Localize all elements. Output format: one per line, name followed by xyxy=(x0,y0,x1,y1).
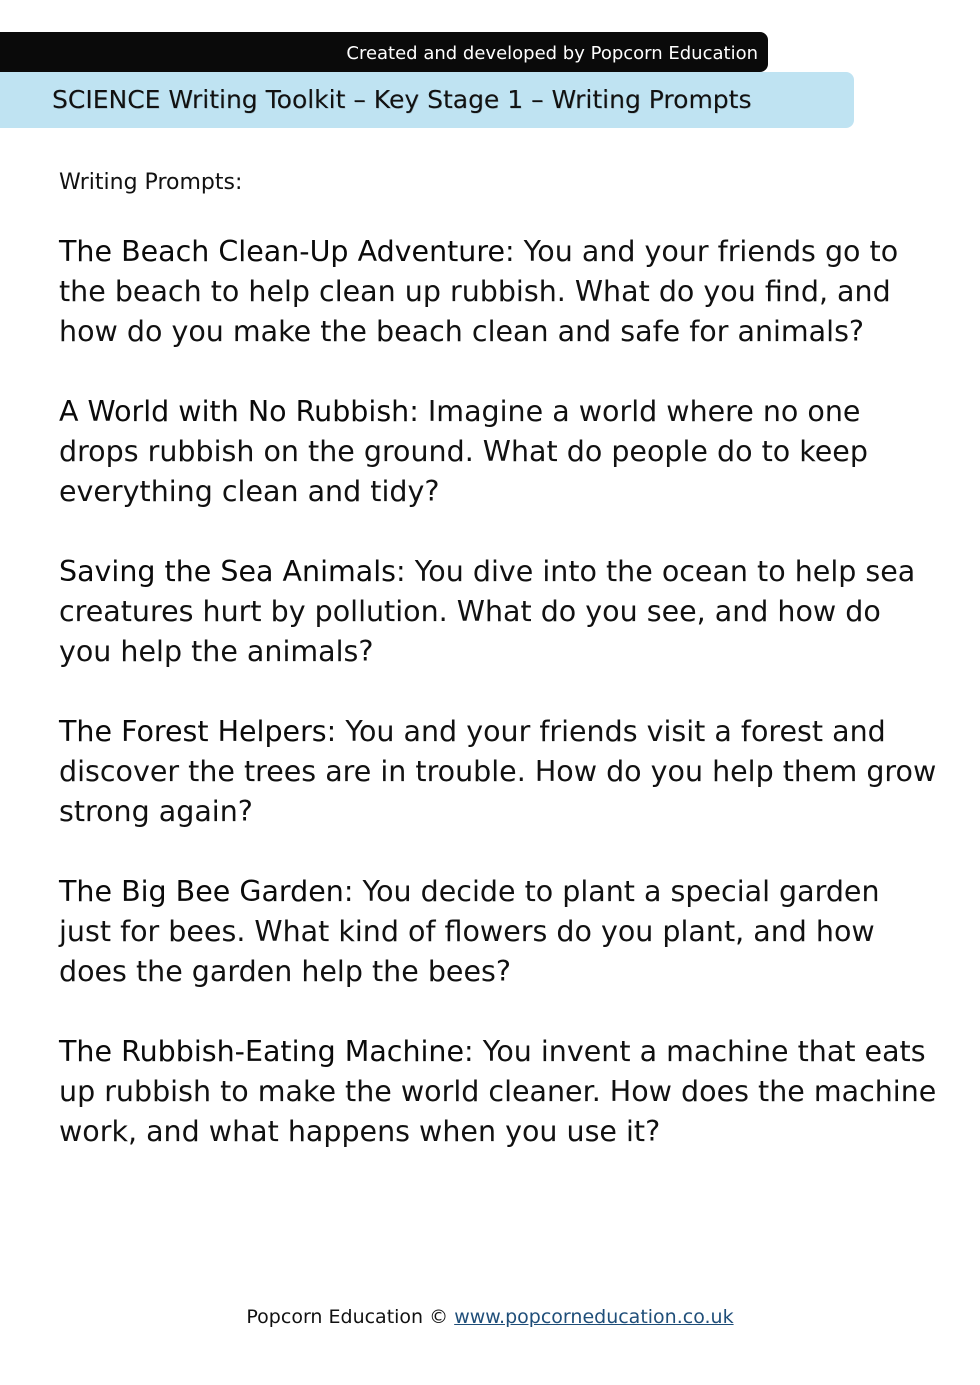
prompt-separator: : xyxy=(464,1035,483,1068)
footer-website-link[interactable]: www.popcorneducation.co.uk xyxy=(454,1306,734,1328)
prompt-text: You and your friends visit a forest and discover the trees are in trouble. How do you help them grow strong again? xyxy=(59,715,937,828)
prompt-text: You decide to plant a special garden just for bees. What kind of flowers do you plant, and how does the garden help the bees? xyxy=(59,875,880,988)
prompt-item xyxy=(59,712,939,832)
prompt-separator: : xyxy=(326,715,346,748)
title-band xyxy=(0,72,854,128)
prompt-text: You dive into the ocean to help sea creatures hurt by pollution. What do you see, and how do you help the animals? xyxy=(59,555,916,668)
page-title: SCIENCE Writing Toolkit – Key Stage 1 – Writing Prompts xyxy=(52,85,752,114)
prompt-text: You and your friends go to the beach to help clean up rubbish. What do you find, and how do you make the beach clean and safe for animals? xyxy=(59,235,899,348)
credit-bar xyxy=(0,32,768,72)
footer-copyright: Popcorn Education © xyxy=(246,1306,455,1328)
credit-text: Created and developed by Popcorn Education xyxy=(346,43,758,64)
prompt-separator: : xyxy=(396,555,415,588)
prompt-separator: : xyxy=(505,235,524,268)
prompt-item xyxy=(59,552,939,672)
prompt-item xyxy=(59,392,939,512)
prompt-item xyxy=(59,1032,939,1152)
prompt-list xyxy=(59,232,939,1192)
prompt-title: A World with No Rubbish xyxy=(59,395,410,428)
prompt-text: Imagine a world where no one drops rubbish on the ground. What do people do to keep everything clean and tidy? xyxy=(59,395,868,508)
prompt-title: The Forest Helpers xyxy=(59,715,327,748)
prompt-separator: : xyxy=(409,395,428,428)
prompt-text: You invent a machine that eats up rubbish to make the world cleaner. How does the machine work, and what happens when you use it? xyxy=(59,1035,937,1148)
prompt-item xyxy=(59,232,939,352)
prompt-separator: : xyxy=(343,875,363,908)
prompt-title: Saving the Sea Animals xyxy=(59,555,397,588)
prompt-title: The Rubbish-Eating Machine xyxy=(59,1035,465,1068)
prompt-title: The Big Bee Garden xyxy=(59,875,344,908)
prompt-item xyxy=(59,872,939,992)
footer xyxy=(0,1306,980,1328)
section-heading: Writing Prompts: xyxy=(59,170,243,195)
prompt-title: The Beach Clean-Up Adventure xyxy=(59,235,505,268)
